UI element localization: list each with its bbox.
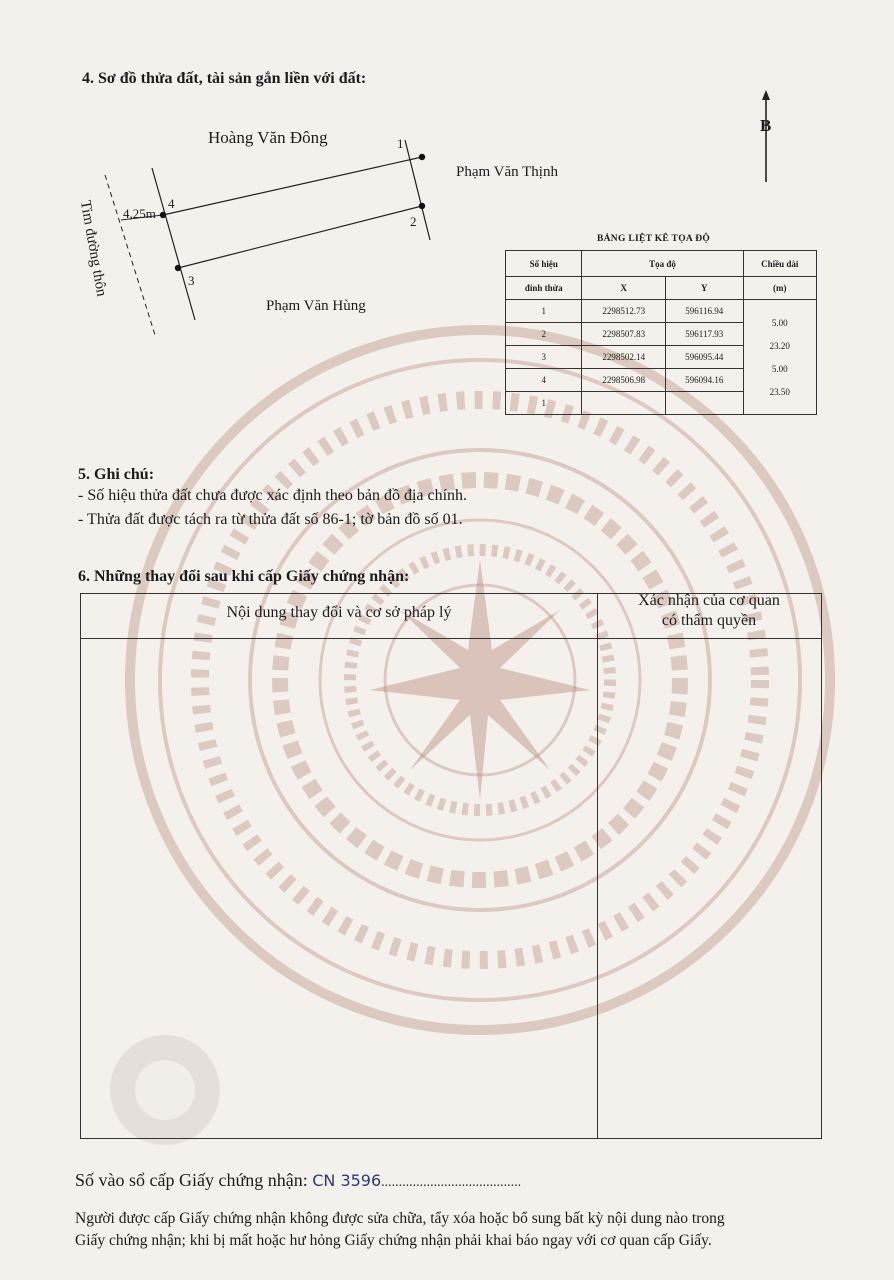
length-3: 5.00 xyxy=(771,364,788,374)
point-2-label: 2 xyxy=(410,214,417,229)
neighbor-west-road: Tim đường thôn xyxy=(76,199,110,298)
row-y xyxy=(666,392,743,415)
register-dots: ........................................ xyxy=(381,1175,522,1190)
hdr-point2: đỉnh thửa xyxy=(506,277,582,300)
changes-col-content-header: Nội dung thay đổi và cơ sở pháp lý xyxy=(226,604,452,621)
neighbor-east: Phạm Văn Thịnh xyxy=(456,164,558,180)
warning-line-1: Người được cấp Giấy chứng nhận không được sửa chữa, tẩy xóa hoặc bổ sung bất kỳ nội dung nào trong xyxy=(75,1210,725,1227)
row-id: 2 xyxy=(506,323,582,346)
hdr-coord: Tọa độ xyxy=(582,251,743,277)
section4-heading: 4. Sơ đồ thửa đất, tài sản gắn liền với đất: xyxy=(82,70,367,87)
warning-line-2: Giấy chứng nhận; khi bị mất hoặc hư hỏng Giấy chứng nhận phải khai báo ngay với cơ quan cấp Giấy. xyxy=(75,1232,712,1249)
plot-right-boundary xyxy=(405,140,430,240)
note-line-2: - Thửa đất được tách ra từ thửa đất số 86-1; tờ bản đồ số 01. xyxy=(78,511,463,528)
hdr-length: Chiều dài xyxy=(743,251,817,277)
hdr-point: Số hiệu xyxy=(506,251,582,277)
row-y: 596095.44 xyxy=(666,346,743,369)
changes-col-confirm-header xyxy=(597,591,821,631)
section5-heading: 5. Ghi chú: xyxy=(78,466,155,483)
hdr-y: Y xyxy=(666,277,743,300)
hdr-length-unit: (m) xyxy=(743,277,817,300)
north-label: B xyxy=(760,116,772,135)
plot-north-edge xyxy=(163,157,422,215)
row-x: 2298512.73 xyxy=(582,300,666,323)
point-3-marker xyxy=(175,265,181,271)
length-4: 23.50 xyxy=(769,387,790,397)
table-row xyxy=(506,300,817,323)
row-x xyxy=(582,392,666,415)
row-x: 2298502.14 xyxy=(582,346,666,369)
point-3-label: 3 xyxy=(188,273,195,288)
point-1-label: 1 xyxy=(397,136,404,151)
changes-table xyxy=(80,593,822,1139)
row-x: 2298507.83 xyxy=(582,323,666,346)
register-number: CN 3596 xyxy=(312,1171,382,1190)
hdr-x: X xyxy=(582,277,666,300)
changes-header-divider xyxy=(81,638,821,639)
changes-column-divider xyxy=(597,594,598,1138)
note-line-1: - Số hiệu thửa đất chưa được xác định theo bản đồ địa chính. xyxy=(78,487,468,504)
row-id: 1 xyxy=(506,392,582,415)
plot-south-edge xyxy=(178,206,422,268)
point-1-marker xyxy=(419,154,425,160)
road-centerline xyxy=(105,175,155,335)
length-2: 23.20 xyxy=(769,341,790,351)
coord-table-title: BẢNG LIỆT KÊ TỌA ĐỘ xyxy=(597,234,711,244)
lengths-cell xyxy=(743,300,817,415)
row-id: 4 xyxy=(506,369,582,392)
confirm-header-line2: có thẩm quyền xyxy=(661,612,757,629)
neighbor-south: Phạm Văn Hùng xyxy=(266,298,366,314)
footer-warning xyxy=(75,1208,835,1252)
point-2-marker xyxy=(419,203,425,209)
plot-left-boundary xyxy=(152,168,195,320)
row-y: 596117.93 xyxy=(666,323,743,346)
north-arrow-icon xyxy=(755,90,779,185)
row-id: 3 xyxy=(506,346,582,369)
confirm-header-line1: Xác nhận của cơ quan xyxy=(638,592,780,609)
length-1: 5.00 xyxy=(771,318,788,328)
neighbor-north: Hoàng Văn Đông xyxy=(208,128,328,147)
coord-table xyxy=(505,250,817,415)
point-4-label: 4 xyxy=(168,196,175,211)
row-y: 596116.94 xyxy=(666,300,743,323)
row-id: 1 xyxy=(506,300,582,323)
section6-heading: 6. Những thay đổi sau khi cấp Giấy chứng nhận: xyxy=(78,568,410,585)
row-y: 596094.16 xyxy=(666,369,743,392)
width-label: 4,25m xyxy=(123,206,156,221)
point-4-marker xyxy=(160,212,166,218)
register-label: Số vào sổ cấp Giấy chứng nhận: xyxy=(75,1170,308,1190)
register-line xyxy=(75,1170,521,1191)
row-x: 2298506.98 xyxy=(582,369,666,392)
